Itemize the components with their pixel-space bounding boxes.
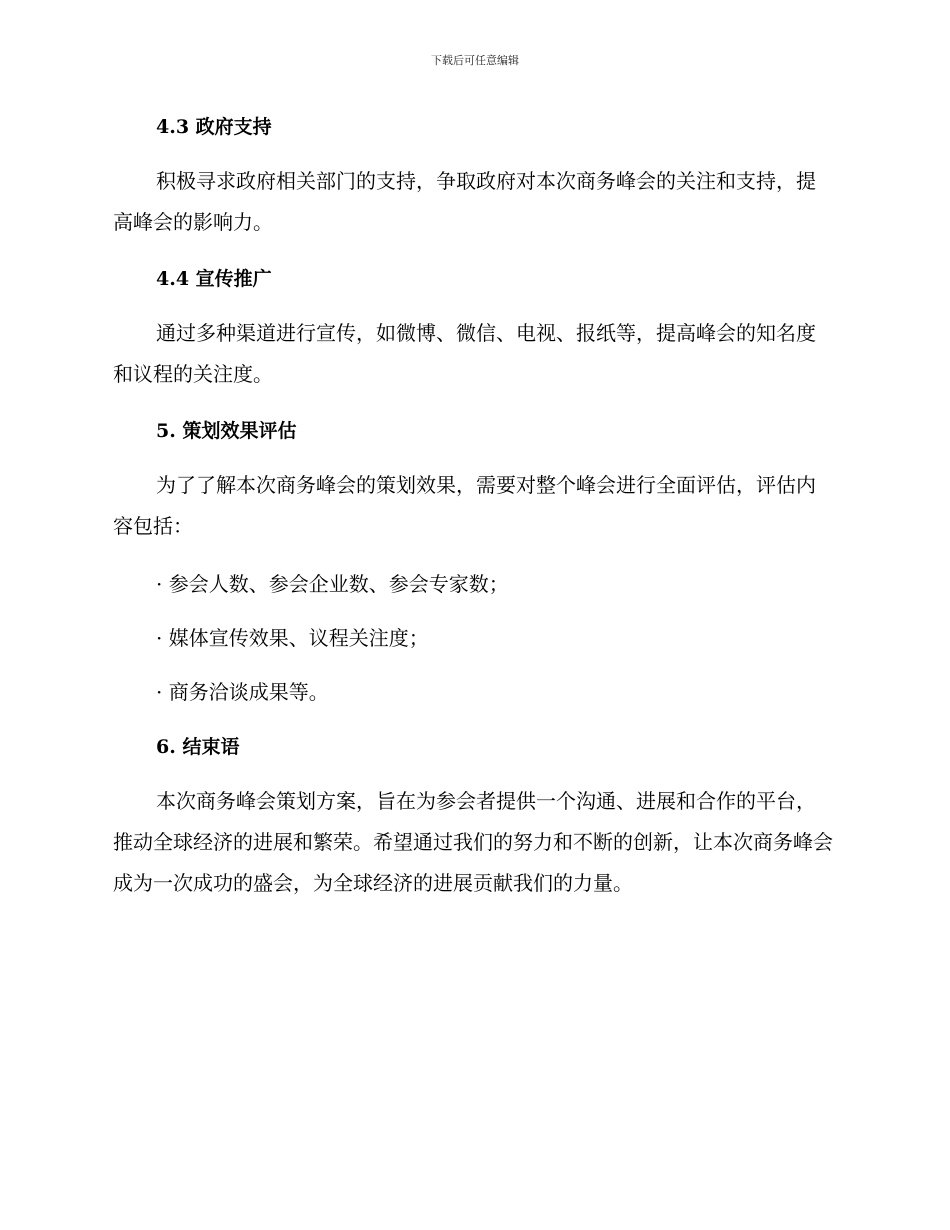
list-item: · 媒体宣传效果、议程关注度； xyxy=(156,626,429,650)
list-item: · 商务洽谈成果等。 xyxy=(156,680,329,704)
section-paragraph-5: 为了了解本次商务峰会的策划效果，需要对整个峰会进行全面评估，评估内容包括： xyxy=(113,473,816,538)
section-heading-5: 5. 策划效果评估 xyxy=(156,420,297,442)
section-paragraph-4-4: 通过多种渠道进行宣传，如微博、微信、电视、报纸等，提高峰会的知名度和议程的关注度。 xyxy=(113,321,816,386)
section-heading-6: 6. 结束语 xyxy=(156,736,240,758)
section-heading-4-3: 4.3 政府支持 xyxy=(156,116,272,138)
list-item: · 参会人数、参会企业数、参会专家数； xyxy=(156,572,509,596)
section-paragraph-4-3: 积极寻求政府相关部门的支持，争取政府对本次商务峰会的关注和支持，提高峰会的影响力。 xyxy=(113,169,816,234)
section-heading-4-4: 4.4 宣传推广 xyxy=(156,268,272,290)
section-paragraph-6: 本次商务峰会策划方案，旨在为参会者提供一个沟通、进展和合作的平台，推动全球经济的进展和繁荣。希望通过我们的努力和不断的创新，让本次商务峰会成为一次成功的盛会，为全球经济的进展贡献我们的力量。 xyxy=(113,789,833,895)
page-header: 下载后可任意编辑 xyxy=(431,54,519,67)
